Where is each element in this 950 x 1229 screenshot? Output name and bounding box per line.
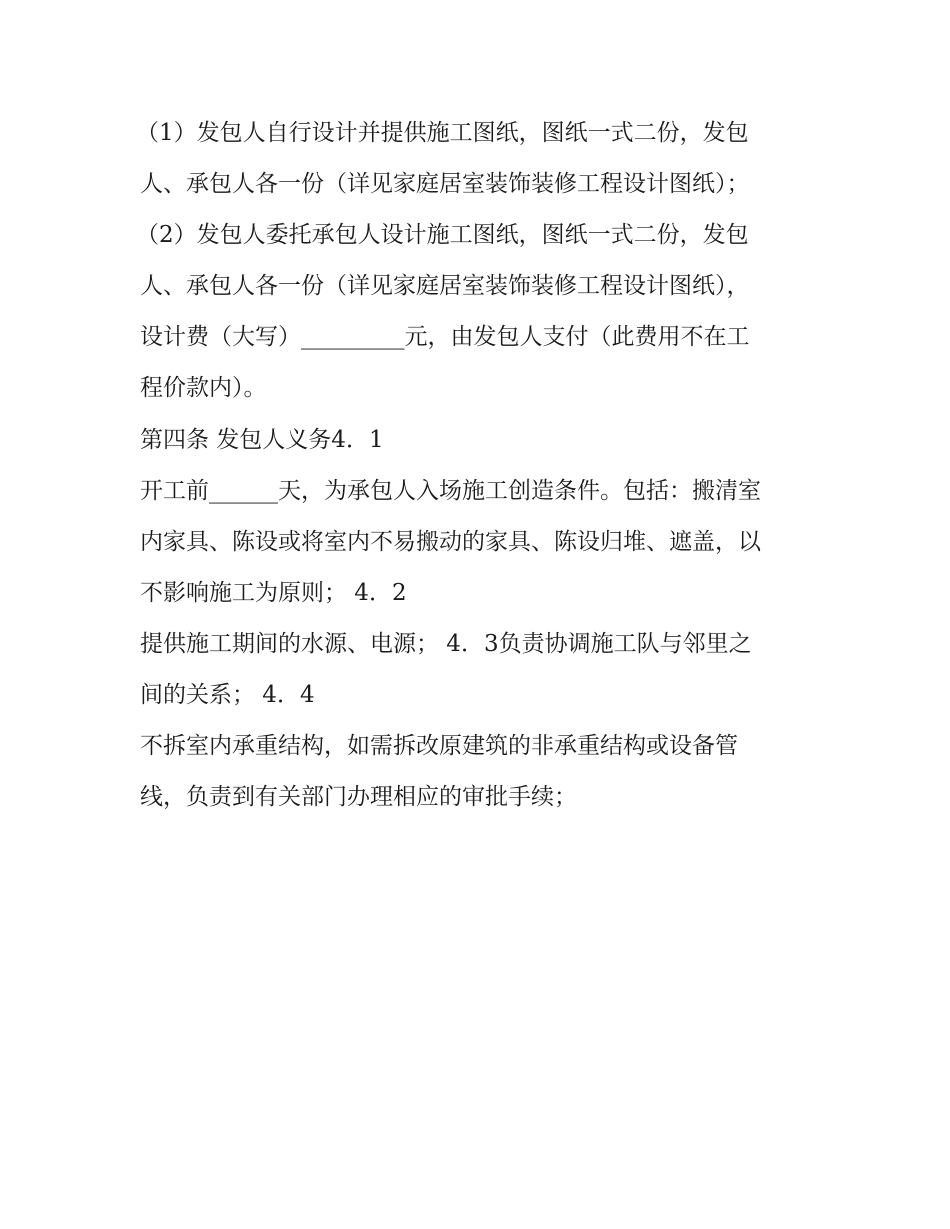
text-line: 人、承包人各一份（详见家庭居室装饰装修工程设计图纸）； <box>140 171 750 198</box>
text-line: 开工前______天，为承包人入场施工创造条件。包括：搬清室 <box>140 477 761 504</box>
text-line: 不影响施工为原则； 4．2 <box>140 579 407 606</box>
text-line: 人、承包人各一份（详见家庭居室装饰装修工程设计图纸）， <box>140 273 750 300</box>
text-line: 程价款内）。 <box>140 375 267 402</box>
text-line: 线，负责到有关部门办理相应的审批手续； <box>140 784 577 811</box>
text-line: 不拆室内承重结构，如需拆改原建筑的非承重结构或设备管 <box>140 733 738 760</box>
section-heading: 第四条 发包人义务4．1 <box>140 426 384 453</box>
text-line: 间的关系； 4．4 <box>140 682 315 709</box>
text-line: 提供施工期间的水源、电源； 4．3负责协调施工队与邻里之 <box>140 630 752 657</box>
text-line: 设计费（大写）_________元，由发包人支付（此费用不在工 <box>140 324 750 351</box>
document-body <box>136 108 830 823</box>
text-line: （2）发包人委托承包人设计施工图纸，图纸一式二份，发包 <box>136 222 749 249</box>
text-line: （1）发包人自行设计并提供施工图纸，图纸一式二份，发包 <box>136 120 749 146</box>
text-line: 内家具、陈设或将室内不易搬动的家具、陈设归堆、遮盖，以 <box>140 528 761 555</box>
